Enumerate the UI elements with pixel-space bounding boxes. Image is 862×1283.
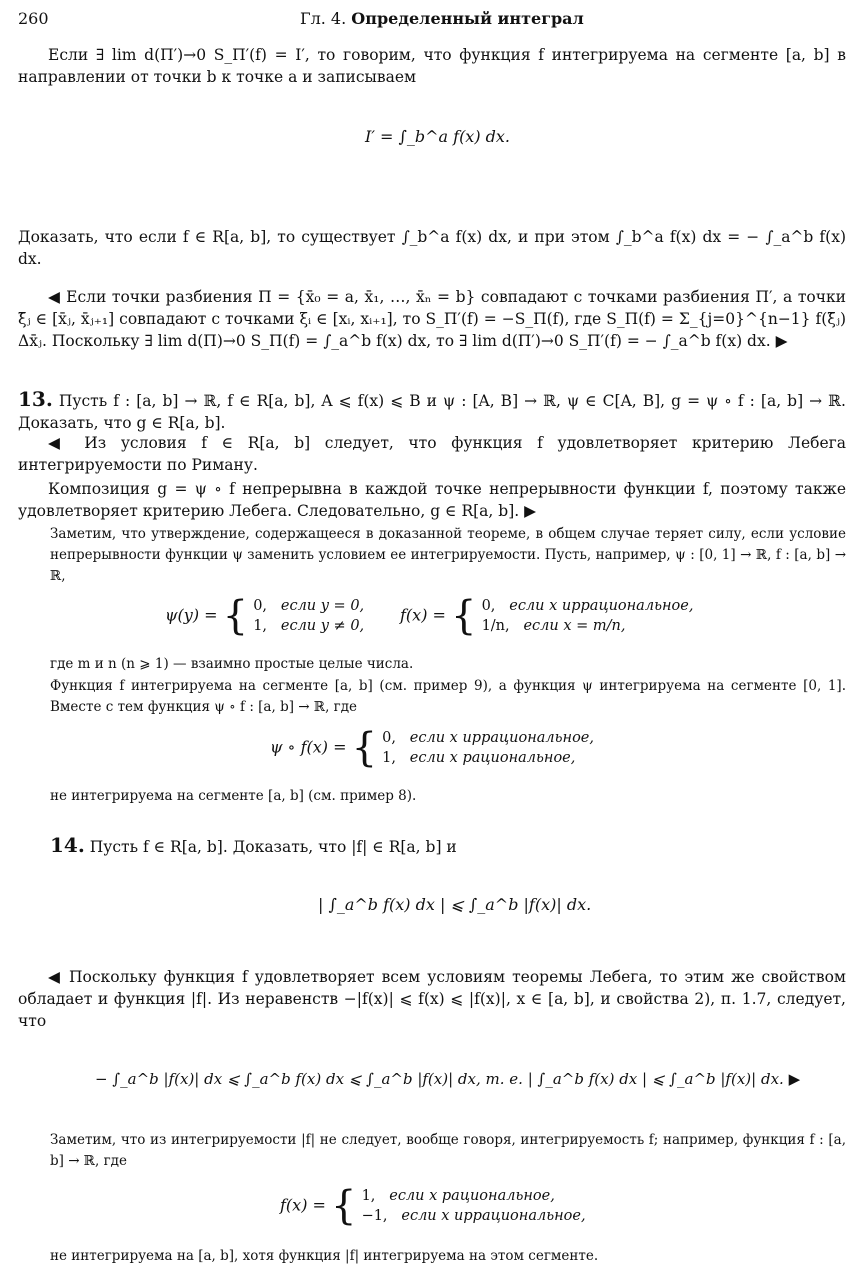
g-lhs: f(x) =: [280, 1195, 326, 1215]
f-lhs: f(x) =: [400, 605, 446, 625]
p13-note-1: Заметим, что утверждение, содержащееся в доказанной теореме, в общем случае теряет силу, если условие непрерывности функции ψ заменить условием ее интегрируемости. Пусть, например, ψ : [0, 1] → ℝ, f : [a, b] → ℝ,: [50, 526, 846, 584]
running-header: [300, 8, 584, 30]
comp-cases: 0, если x иррациональное, 1, если x рациональное,: [382, 730, 594, 766]
p14-note-2: не интегрируема на [a, b], хотя функция |f| интегрируема на этом сегменте.: [50, 1248, 599, 1264]
left-brace: {: [331, 1183, 357, 1229]
formula-i-prime: I′ = ∫_b^a f(x) dx.: [365, 127, 511, 146]
problem-13: [18, 388, 846, 434]
problem-statement: Пусть f : [a, b] → ℝ, f ∈ R[a, b], A ⩽ f(x) ⩽ B и ψ : [A, B] → ℝ, ψ ∈ C[A, B], g = ψ ∘ f : [a, b] → ℝ. Доказать, что g ∈ R[a, b].: [18, 392, 846, 432]
p13-note-4: не интегрируема на сегменте [a, b] (см. пример 8).: [50, 788, 417, 804]
p13-note-2: где m и n (n ⩾ 1) — взаимно простые целые числа.: [50, 656, 414, 672]
problem-number: 13.: [18, 387, 53, 411]
p14-note-1: Заметим, что из интегрируемости |f| не следует, вообще говоря, интегрируемость f; например, функция f : [a, b] → ℝ, где: [50, 1132, 846, 1169]
prove-statement: Доказать, что если f ∈ R[a, b], то существует ∫_b^a f(x) dx, и при этом ∫_b^a f(x) dx = − ∫_a^b f(x) dx.: [18, 228, 846, 268]
psi-lhs: ψ(y) =: [165, 605, 218, 625]
left-brace: {: [451, 593, 477, 639]
g-definition: [280, 1183, 586, 1229]
intro-text: Если ∃ lim d(Π′)→0 S_Π′(f) = I′, то говорим, что функция f интегрируема на сегменте [a, b] в направлении от точки b к точке a и записываем: [18, 46, 846, 86]
comp-lhs: ψ ∘ f(x) =: [270, 737, 347, 757]
p14-inequality: | ∫_a^b f(x) dx | ⩽ ∫_a^b |f(x)| dx.: [318, 895, 592, 914]
chapter-title: Определенный интеграл: [351, 9, 584, 28]
problem-statement: Пусть f ∈ R[a, b]. Доказать, что |f| ∈ R[a, b] и: [89, 838, 457, 856]
problem-number: 14.: [50, 833, 85, 857]
composition-definition: [270, 725, 594, 771]
p13-note-3: Функция f интегрируема на сегменте [a, b] (см. пример 9), а функция ψ интегрируема на сегменте [0, 1]. Вместе с тем функция ψ ∘ f : [a, b] → ℝ, где: [50, 678, 846, 715]
p14-solution: ◀ Поскольку функция f удовлетворяет всем условиям теоремы Лебега, то этим же свойством обладает и функция |f|. Из неравенств −|f(x)| ⩽ f(x) ⩽ |f(x)|, x ∈ [a, b], и свойства 2), п. 1.7, следует, что: [18, 968, 846, 1030]
left-brace: {: [222, 593, 249, 639]
p13-solution-2: Композиция g = ψ ∘ f непрерывна в каждой точке непрерывности функции f, поэтому также удовлетворяет критерию Лебега. Следовательно, g ∈ R[a, b]. ▶: [18, 480, 846, 520]
p14-chain: − ∫_a^b |f(x)| dx ⩽ ∫_a^b f(x) dx ⩽ ∫_a^b |f(x)| dx, т. е. | ∫_a^b f(x) dx | ⩽ ∫_a^b |f(x)| dx. ▶: [95, 1070, 801, 1088]
psi-cases: 0, если y = 0, 1, если y ≠ 0,: [253, 598, 365, 634]
p13-solution-1: ◀ Из условия f ∈ R[a, b] следует, что функция f удовлетворяет критерию Лебега интегрируемости по Риману.: [18, 434, 846, 474]
chapter-label: Гл. 4.: [300, 9, 347, 28]
psi-definition: [165, 593, 365, 639]
page-number: 260: [18, 9, 49, 28]
g-cases: 1, если x рациональное, −1, если x иррациональное,: [361, 1188, 586, 1224]
f-definition: [400, 593, 694, 639]
f-cases: 0, если x иррациональное, 1/n, если x = m/n,: [481, 598, 694, 634]
intro-solution: ◀ Если точки разбиения Π = {x̄₀ = a, x̄₁, …, x̄ₙ = b} совпадают с точками разбиения Π′, а точки ξ̄ⱼ ∈ [x̄ⱼ, x̄ⱼ₊₁] совпадают с точками ξᵢ ∈ [xᵢ, xᵢ₊₁], то S_Π′(f) = −S_Π(f), где S_Π(f) = Σ_{j=0}^{n−1} f(ξ̄ⱼ) Δx̄ⱼ. Поскольку ∃ lim d(Π)→0 S_Π(f) = ∫_a^b f(x) dx, то ∃ lim d(Π′)→0 S_Π′(f) = − ∫_a^b f(x) dx. ▶: [18, 288, 846, 350]
left-brace: {: [351, 725, 378, 771]
problem-14: [50, 834, 846, 858]
